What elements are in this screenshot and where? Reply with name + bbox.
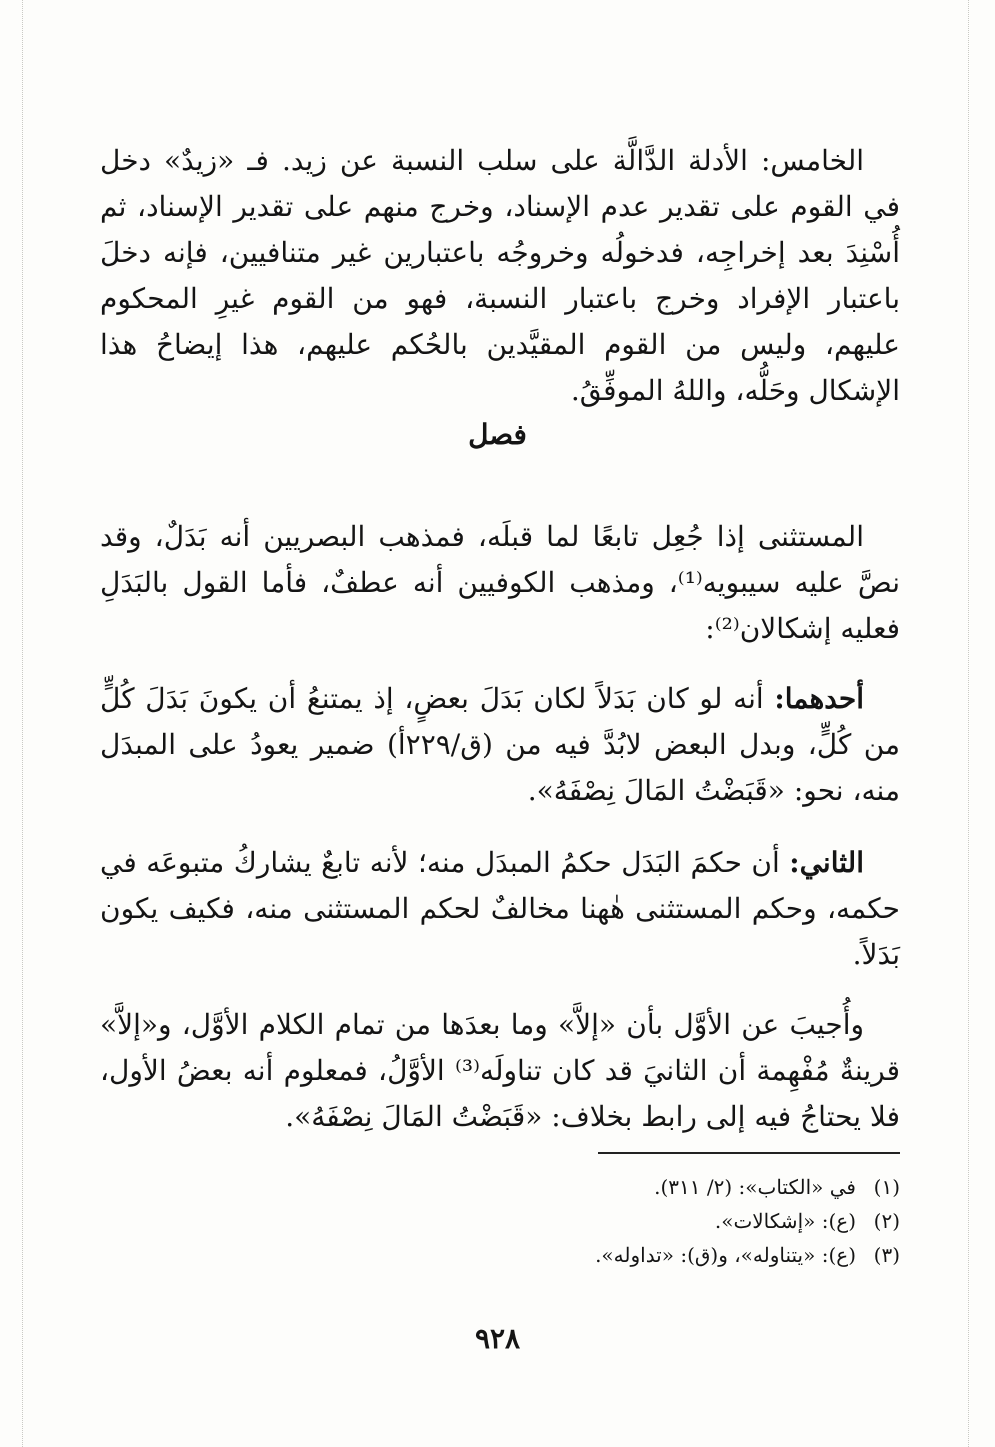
footnote-number: (٣) — [873, 1243, 900, 1267]
footnote-separator — [598, 1152, 900, 1154]
scan-artifact-line — [968, 0, 969, 1447]
paragraph-body: أنه لو كان بَدَلاً لكان بَدَلَ بعضٍ، إذ يمتنعُ أن يكونَ بَدَلَ كُلٍّ من كُلٍّ، وبدل البعض لابُدَّ فيه من (ق/٢٢٩أ) ضمير يعودُ على المبدَل منه، نحو: «قَبَضْتُ المَالَ نِصْفَهُ». — [100, 682, 901, 807]
footnote-text: (ع): «إشكالات». — [714, 1209, 856, 1233]
footnote-number: (١) — [873, 1175, 900, 1199]
paragraph-text — [100, 676, 900, 814]
footnotes — [100, 1170, 900, 1272]
footnote — [100, 1238, 900, 1272]
footnote — [100, 1204, 900, 1238]
paragraph-fifth — [100, 110, 900, 442]
paragraph-lead: الثاني: — [789, 846, 864, 879]
paragraph-lead: أحدهما: — [774, 682, 864, 715]
scan-artifact-line — [22, 0, 23, 1447]
footnote-text: في «الكتاب»: (٢/ ٣١١). — [654, 1175, 856, 1199]
footnote — [100, 1170, 900, 1204]
paragraph-text: وأُجيبَ عن الأوَّل بأن «إلاَّ» وما بعدَها من تمام الكلام الأوَّل، و«إلاَّ» قرينةٌ مُفْهِمة أن الثانيَ قد كان تناولَه⁽³⁾ الأوَّلُ، فمعلوم أنه بعضُ الأول، فلا يحتاجُ فيه إلى رابط بخلاف: «قَبَضْتُ المَالَ نِصْفَهُ». — [100, 1008, 900, 1133]
paragraph-text: المستثنى إذا جُعِل تابعًا لما قبلَه، فمذهب البصريين أنه بَدَلٌ، وقد نصَّ عليه سيبويه⁽¹⁾، ومذهب الكوفيين أنه عطفٌ، فأما القول بالبَدَلِ فعليه إشكالان⁽²⁾: — [100, 520, 900, 645]
paragraph-body: أن حكمَ البَدَل حكمُ المبدَل منه؛ لأنه تابعٌ يشاركُ متبوعَه في حكمه، وحكم المستثنى هٰهنا مخالفٌ لحكم المستثنى منه، فكيف يكون بَدَلاً. — [100, 846, 900, 971]
page-number: ٩٢٨ — [474, 1322, 521, 1355]
footnote-number: (٢) — [873, 1209, 900, 1233]
section-heading: فصل — [468, 418, 527, 451]
paragraph-answer — [100, 974, 900, 1168]
footnote-text: (ع): «يتناوله»، و(ق): «تداوله». — [595, 1243, 856, 1267]
paragraph-text — [100, 840, 900, 978]
paragraph-text: الخامس: الأدلة الدَّالَّة على سلب النسبة عن زيد. فـ «زيدٌ» دخل في القوم على تقدير عدم الإسناد، وخرج منهم على تقدير الإسناد، ثم أُسْنِدَ بعد إخراجِه، فدخولُه وخروجُه باعتبارين غير متنافيين، فإنه دخلَ باعتبار الإفراد وخرج باعتبار النسبة، فهو من القوم غيرِ المحكوم عليهم، وليس من القوم المقيَّدين بالحُكم عليهم، هذا إيضاحُ هذا الإشكال وحَلُّه، واللهُ الموفِّقُ. — [100, 144, 900, 407]
